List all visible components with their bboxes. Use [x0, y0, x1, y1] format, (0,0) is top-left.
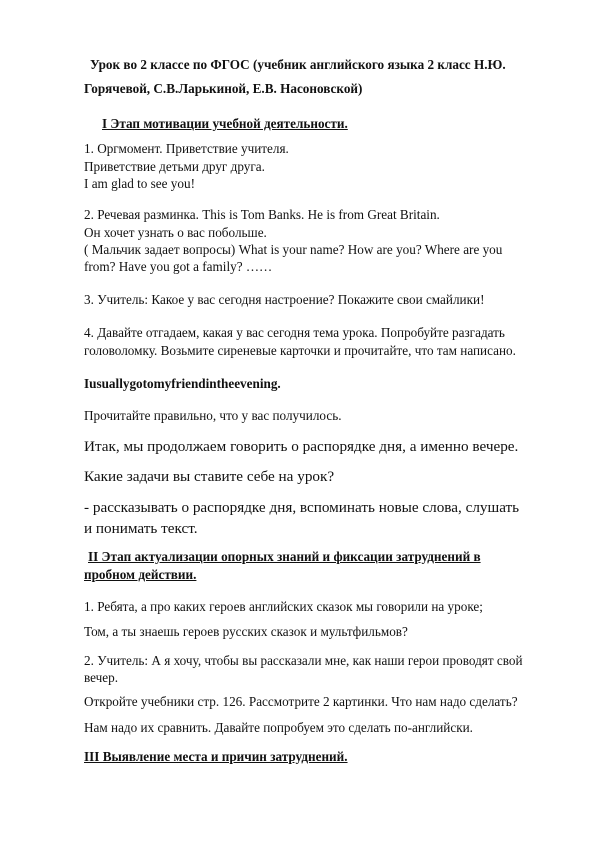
- item4-line2: головоломку. Возьмите сиреневые карточки и прочитайте, что там написано.: [84, 343, 516, 358]
- stage2-item2-line1: 2. Учитель: А я хочу, чтобы вы рассказали мне, как наши герои проводят свой: [84, 653, 523, 668]
- stage2-item2-line2: вечер.: [84, 670, 119, 685]
- stage2-item1-followup: Том, а ты знаешь героев русских сказок и мультфильмов?: [84, 624, 408, 639]
- stage2-item1: 1. Ребята, а про каких героев английских сказок мы говорили на уроке;: [84, 599, 483, 614]
- stage3-heading: III Выявление места и причин затруднений.: [84, 749, 348, 764]
- open-books: Откройте учебники стр. 126. Рассмотрите 2 картинки. Что нам надо сделать?: [84, 694, 518, 709]
- read-correctly: Прочитайте правильно, что у вас получилось.: [84, 408, 342, 423]
- stage2-heading-line1: II Этап актуализации опорных знаний и фиксации затруднений в: [88, 549, 481, 564]
- item1-line1: 1. Оргмомент. Приветствие учителя.: [84, 141, 289, 156]
- tasks-answer-line2: и понимать текст.: [84, 520, 198, 537]
- item2-line3: ( Мальчик задает вопросы) What is your name? How are you? Where are you: [84, 242, 503, 257]
- compare: Нам надо их сравнить. Давайте попробуем это сделать по-английски.: [84, 720, 473, 735]
- stage2-heading-line2: пробном действии.: [84, 567, 197, 582]
- title-line-1: Урок во 2 классе по ФГОС (учебник английского языка 2 класс Н.Ю.: [90, 57, 506, 72]
- tasks-answer-line1: - рассказывать о распорядке дня, вспоминать новые слова, слушать: [84, 499, 520, 516]
- item2-line4: from? Have you got a family? ……: [84, 259, 273, 274]
- tasks-question: Какие задачи вы ставите себе на урок?: [84, 468, 335, 485]
- item4-line1: 4. Давайте отгадаем, какая у вас сегодня тема урока. Попробуйте разгадать: [84, 325, 505, 340]
- item2-line1: 2. Речевая разминка. This is Tom Banks. He is from Great Britain.: [84, 207, 440, 222]
- stage1-heading: I Этап мотивации учебной деятельности.: [102, 116, 348, 131]
- item1-line3: I am glad to see you!: [84, 176, 195, 191]
- puzzle-text: Iusuallygotomyfriendintheevening.: [84, 376, 281, 391]
- item2-line2: Он хочет узнать о вас побольше.: [84, 225, 267, 240]
- title-line-2: Горячевой, С.В.Ларькиной, Е.В. Насоновской): [84, 81, 363, 96]
- item3-line1: 3. Учитель: Какое у вас сегодня настроение? Покажите свои смайлики!: [84, 292, 485, 307]
- continue-topic: Итак, мы продолжаем говорить о распорядке дня, а именно вечере.: [84, 438, 519, 455]
- item1-line2: Приветствие детьми друг друга.: [84, 159, 265, 174]
